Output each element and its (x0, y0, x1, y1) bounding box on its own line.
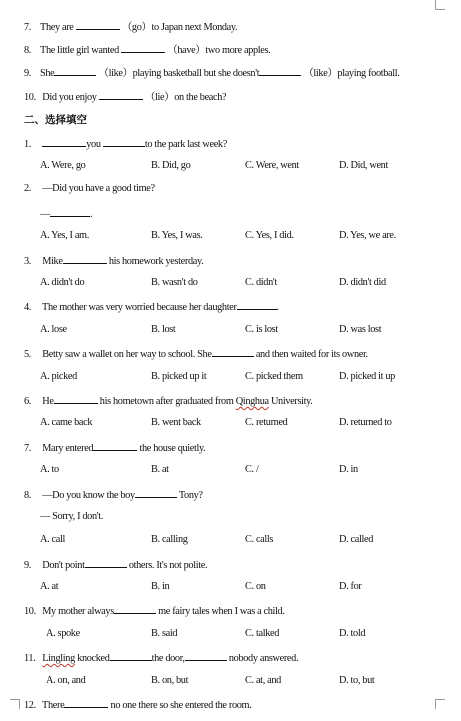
question-10: 10. My mother always me fairy tales when I was a child. (24, 606, 285, 617)
options-3 (40, 277, 440, 289)
option-b[interactable]: B. Did, go (151, 160, 191, 171)
option-d[interactable]: D. told (339, 628, 366, 639)
question-3: 3. Mike his homework yesterday. (24, 256, 204, 267)
question-4: 4. The mother was very worried because her daughter . (24, 302, 279, 313)
option-c[interactable]: C. talked (245, 628, 280, 639)
page-corner-mark (10, 699, 20, 709)
page-corner-mark (435, 0, 445, 10)
option-a[interactable]: A. picked (40, 371, 77, 382)
option-a[interactable]: A. on, and (46, 675, 86, 686)
option-a[interactable]: A. spoke (46, 628, 80, 639)
answer-blank (76, 20, 120, 30)
option-d[interactable]: D. didn't did (339, 277, 386, 288)
options-2 (40, 230, 440, 242)
question-12: 12. There no one there so she entered the room. (24, 700, 252, 711)
options-1 (40, 160, 440, 172)
question-11: 11. Lingling knocked the door, nobody answered. (24, 653, 299, 664)
section-title: 二、选择填空 (24, 114, 87, 126)
option-c[interactable]: C. Yes, I did. (245, 230, 294, 241)
answer-blank (121, 43, 165, 53)
option-b[interactable]: B. went back (151, 417, 201, 428)
option-b[interactable]: B. Yes, I was. (151, 230, 203, 241)
option-b[interactable]: B. in (151, 581, 170, 592)
option-d[interactable]: D. was lost (339, 324, 382, 335)
option-c[interactable]: C. picked them (245, 371, 303, 382)
answer-blank (237, 300, 277, 310)
option-c[interactable]: C. at, and (245, 675, 281, 686)
option-b[interactable]: B. on, but (151, 675, 189, 686)
option-d[interactable]: D. returned to (339, 417, 392, 428)
answer-blank (185, 651, 227, 661)
option-d[interactable]: D. Did, went (339, 160, 388, 171)
options-11 (46, 675, 446, 687)
option-b[interactable]: B. said (151, 628, 178, 639)
option-c[interactable]: C. on (245, 581, 266, 592)
option-d[interactable]: D. in (339, 464, 358, 475)
fill-item-9: 9. She （like）playing basketball but she doesn't （like）playing football. (24, 68, 400, 79)
answer-blank (259, 66, 301, 76)
question-8-reply: — Sorry, I don't. (40, 511, 104, 522)
option-a[interactable]: A. didn't do (40, 277, 85, 288)
answer-blank (54, 66, 96, 76)
options-6 (40, 417, 440, 429)
question-2-answer-line: — . (40, 209, 93, 220)
option-c[interactable]: C. didn't (245, 277, 277, 288)
item-number: 9. (24, 68, 32, 79)
option-d[interactable]: D. to, but (339, 675, 375, 686)
answer-blank (93, 441, 137, 451)
question-7: 7. Mary entered the house quietly. (24, 443, 206, 454)
answer-blank (114, 604, 156, 614)
option-b[interactable]: B. calling (151, 534, 188, 545)
answer-blank (85, 558, 127, 568)
item-number: 8. (24, 45, 32, 56)
question-8: 8. —Do you know the boy Tony? (24, 490, 203, 501)
answer-blank (42, 137, 86, 147)
page-corner-mark (435, 699, 445, 709)
option-a[interactable]: A. Were, go (40, 160, 86, 171)
option-c[interactable]: C. Were, went (245, 160, 299, 171)
option-a[interactable]: A. came back (40, 417, 93, 428)
question-6: 6. He his hometown after graduated from Qinghua University. (24, 396, 313, 407)
option-a[interactable]: A. lose (40, 324, 67, 335)
answer-blank (64, 698, 108, 708)
option-b[interactable]: B. at (151, 464, 169, 475)
option-c[interactable]: C. returned (245, 417, 288, 428)
option-a[interactable]: A. call (40, 534, 65, 545)
item-number: 10. (24, 92, 36, 103)
options-4 (40, 324, 440, 336)
question-9: 9. Don't point others. It's not polite. (24, 560, 208, 571)
option-b[interactable]: B. wasn't do (151, 277, 198, 288)
option-a[interactable]: A. to (40, 464, 59, 475)
options-5 (40, 371, 440, 383)
answer-blank (103, 137, 145, 147)
fill-item-7: 7. They are （go）to Japan next Monday. (24, 22, 238, 33)
question-1: 1. you to the park last week? (24, 139, 227, 150)
item-number: 7. (24, 22, 32, 33)
answer-blank (54, 394, 98, 404)
option-d[interactable]: D. Yes, we are. (339, 230, 396, 241)
options-9 (40, 581, 440, 593)
fill-item-8: 8. The little girl wanted （have）two more apples. (24, 45, 271, 56)
option-c[interactable]: C. is lost (245, 324, 278, 335)
options-10 (46, 628, 446, 640)
answer-blank (135, 488, 177, 498)
answer-blank (63, 254, 107, 264)
option-b[interactable]: B. picked up it (151, 371, 207, 382)
answer-blank (212, 347, 254, 357)
answer-blank (50, 207, 90, 217)
options-7 (40, 464, 440, 476)
fill-item-10: 10. Did you enjoy （lie）on the beach? (24, 92, 227, 103)
option-d[interactable]: D. called (339, 534, 374, 545)
answer-blank (99, 90, 143, 100)
answer-blank (110, 651, 152, 661)
question-2: 2. —Did you have a good time? (24, 183, 155, 194)
option-d[interactable]: D. picked it up (339, 371, 395, 382)
options-8 (40, 534, 440, 546)
option-d[interactable]: D. for (339, 581, 362, 592)
option-c[interactable]: C. calls (245, 534, 274, 545)
option-a[interactable]: A. at (40, 581, 59, 592)
option-b[interactable]: B. lost (151, 324, 176, 335)
question-5: 5. Betty saw a wallet on her way to school. She and then waited for its owner. (24, 349, 368, 360)
option-c[interactable]: C. / (245, 464, 259, 475)
option-a[interactable]: A. Yes, I am. (40, 230, 89, 241)
